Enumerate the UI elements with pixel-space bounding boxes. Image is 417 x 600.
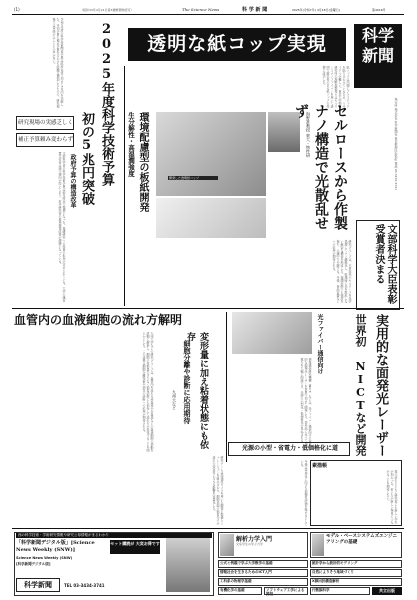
book-ad-2-cover [312, 534, 324, 556]
office-info: 発行所 株式会社 科学新聞社 東京都港区浜松町 電話 03-3434-3741 [394, 98, 398, 191]
researcher-photo [268, 112, 300, 152]
book-ad-11-title: 行動脳科学 [312, 588, 330, 592]
cellulose-body-lower: 研究グループは、木材由来のセルロースを化学処理してナノ繊維化し、乾燥時に光を散乱しない緻密な構造を形成した。湿潤状態でも強度を保ち、土壌中で分解する。今後、食品容器などへの応用が期待される。 [332, 240, 352, 303]
digital-edition-title: 「科学新聞デジタル版」[Science News Weekly (SNW)] [16, 540, 95, 553]
lower-body-left: 研究チームは高速度カメラを用いた観察と数値シミュレーションを組み合わせ、細胞表面の粘着分子が流れの安定性に与える影響を定量化した。 [212, 456, 224, 525]
paper-latin-name: The Science News [182, 7, 220, 12]
mail-registration: （昭和33年4月21日第3種郵便物認可） [80, 8, 134, 12]
laser-sub-headline: 世界初 NICTなど開発 [354, 314, 367, 456]
cellulose-body-upper: 紙コップは内側にプラスチックを貼り合わせているため、リサイクルが難しい。東京大学物性研究所の海野准教授らはセルロースナノファイバーを用いて透明で耐水性のある紙コップの作製に成功した。 [322, 66, 350, 108]
subscription-ad-illustration [166, 538, 210, 592]
blood-subheadline-1: 変形量に加え粘着状態にも依存 [185, 332, 208, 449]
book-ad-3-title: 公式と例題で学ぶ大学数学の基礎 [220, 561, 273, 565]
top-rule [12, 14, 404, 15]
fiber-headline: 光ファイバー通信向け [316, 314, 323, 374]
subscription-logo: 科学新聞 [24, 580, 52, 589]
book-ad-5-title: 工科系の物理学基礎 [220, 579, 252, 583]
laser-body: 情報通信研究機構（NICT）などは、光ファイバー通信向けの実用的な面発光レーザーを世界で初めて開発した。従来品に比べて消費電力を大幅に削減でき、光源の小型化・低価格化が見込まれる。 [300, 358, 312, 448]
digital-label: [科学新聞デジタル版] [16, 562, 51, 566]
issue-number: 第4016号 [372, 8, 386, 12]
cellulose-side-headline: 環境配慮型の板紙開発 [137, 112, 148, 212]
paper-name: 科 学 新 聞 [242, 7, 268, 13]
laser-headline: 実用的な面発光レーザー [373, 314, 388, 457]
snw-label: Science News Weekly (SNW) [16, 556, 73, 560]
researcher-caption: 海野准教授 東大・物性研 [306, 112, 311, 158]
cellulose-headline: セルロースから作製 [332, 104, 348, 230]
cellulose-photo-caption: 開発した透明紙コップ [168, 176, 218, 180]
budget-kicker: 研究現場の実感乏しく [18, 120, 74, 126]
cellulose-photo-2 [156, 198, 266, 238]
mid-rule [12, 308, 404, 309]
blood-body: 九州大学などの研究グループは、血管内を流れる赤血球や白血球などの血液細胞の挙動を詳細に解析し、細胞の変形量だけでなく粘着状態にも依存して流れ方が変化することを明らかにした。この成果は細胞分離技術や病気の診断への応用が期待される。 [142, 332, 154, 452]
book-ad-8-title: 統計学から統計的モデリング [312, 561, 358, 565]
budget-side: 政府予算の構造改革 [69, 154, 76, 208]
ads-rule [12, 528, 404, 529]
laser-rule [226, 312, 227, 462]
lower-body-right: 今後は実用化に向けた信頼性評価を進めるとしている。 [300, 460, 308, 526]
cellulose-subheadline: ナノ構造で光散乱せず [293, 104, 329, 230]
laser-photo [232, 312, 312, 354]
publisher-name: 共立出版 [379, 588, 395, 593]
blood-headline: 血管内の血液細胞の流れ方解明 [14, 313, 183, 327]
page-number: (1) [14, 7, 20, 12]
column-label: 素描帳 [312, 463, 328, 469]
title-block-name: 科学新聞 [361, 26, 394, 65]
book-ad-1-cover [220, 534, 234, 556]
publication-date: 2025年(令和7年) 4月18日(金曜日) [292, 8, 340, 12]
banner-headline: 透明な紙コップ実現 [147, 33, 327, 55]
budget-headline: 2025年度科学技術予算 [99, 22, 114, 186]
cellulose-kicker: 生分解性・高湿潤強度 [127, 112, 135, 177]
book-ad-4-title: 情報社会を生きるためのICT入門 [220, 570, 272, 574]
cellulose-photo [156, 112, 266, 196]
budget-subheadline: 初の5兆円突破 [79, 112, 94, 205]
book-ad-1-sub: 文系学生の学ぶ力学 [236, 542, 264, 546]
blood-subheadline-2: 細胞分離や診断に応用期待 [183, 340, 192, 424]
minister-award-headline: 文部科学大臣表彰受賞者決まる [373, 224, 396, 304]
budget-kicker2: 補正予算頼み変わらず [18, 137, 74, 143]
left-column-rule [124, 66, 125, 306]
column-body: 春の訪れとともに研究室にも新しい学生が加わった。若い力が新しい発見につながることを期待したい。 [386, 470, 398, 524]
set-subscription-title: セット購読が 大変お得です [110, 541, 160, 546]
book-ad-2-title: モデル・ベースシステムズエンジニアリングの基礎 [326, 534, 397, 545]
book-ad-10-title: X線回折構造解析 [312, 579, 340, 583]
blood-side: 九州大など [172, 390, 177, 410]
subscription-ad-header: 西の科学技術・学術研究情報や研究公募情報がまるわかり [16, 533, 212, 538]
laser-bar-headline: 光源の小型・省電力・低価格化に道 [241, 445, 338, 452]
left-body-text: 令和7年度の科学技術関係予算は政府全体で初めて5兆円を突破した。当初予算と補正予算を合わせた総額は増加したものの、研究現場では実感が乏しいとの声が多い。 [52, 18, 64, 108]
subscription-tel: TEL 03-3434-3741 [64, 583, 105, 588]
book-ad-9-title: 自然によりそう地域づくり [312, 570, 354, 574]
book-ad-6-title: 有機化学の基礎 [220, 588, 245, 592]
book-ad-1-title: 解析力学入門 [236, 536, 273, 543]
left-body-text-2: 文部科学省の科学技術予算は前年度比で微増となった。基礎研究への投資の拡充が求められている。大学の運営費交付金は減少傾向が続いており、若手研究者の雇用環境改善が課題となっている。 [58, 152, 66, 302]
book-ad-7-title: ソフトウェア工学による開発 [266, 588, 305, 596]
